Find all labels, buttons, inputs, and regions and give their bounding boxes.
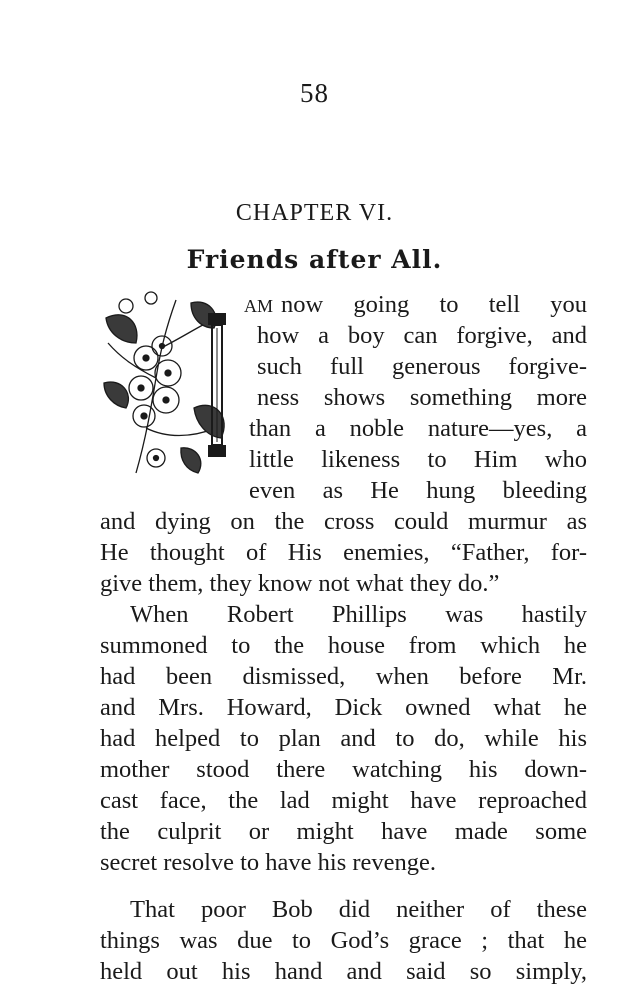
text-line: how a boy can forgive, and	[257, 322, 587, 349]
chapter-heading: CHAPTER VI.	[235, 200, 394, 226]
page-number: 58	[300, 78, 329, 108]
text-line: the culprit or might have made some	[100, 818, 587, 845]
first-word-rest: AM	[244, 296, 274, 316]
text-line: secret resolve to have his revenge.	[100, 849, 437, 876]
text-line: He thought of His enemies, “Father, for-	[100, 539, 587, 566]
text-line: even as He hung bleeding	[249, 477, 587, 504]
text-line: than a noble nature—yes, a	[249, 415, 587, 442]
text-line: mother stood there watching his down-	[100, 756, 587, 783]
text-line: had helped to plan and to do, while his	[100, 725, 587, 752]
text-line: held out his hand and said so simply,	[100, 958, 587, 985]
text-line: little likeness to Him who	[249, 446, 587, 473]
text-line: and Mrs. Howard, Dick owned what he	[100, 694, 587, 721]
text-line: ness shows something more	[257, 384, 587, 411]
text-line: had been dismissed, when before Mr.	[100, 663, 587, 690]
text-line: When Robert Phillips was hastily	[130, 601, 587, 628]
chapter-title: Friends after All.	[186, 245, 443, 274]
text-line: and dying on the cross could murmur as	[100, 508, 587, 535]
text-line: That poor Bob did neither of these	[130, 896, 587, 923]
text-line: things was due to God’s grace ; that he	[100, 927, 587, 954]
text-line: cast face, the lad might have reproached	[100, 787, 587, 814]
drop-cap-glyph	[208, 313, 226, 457]
text-line: such full generous forgive-	[257, 353, 587, 380]
text-line: summoned to the house from which he	[100, 632, 587, 659]
text-line: AM now going to tell you	[244, 291, 587, 318]
text-line: give them, they know not what they do.”	[100, 570, 500, 597]
